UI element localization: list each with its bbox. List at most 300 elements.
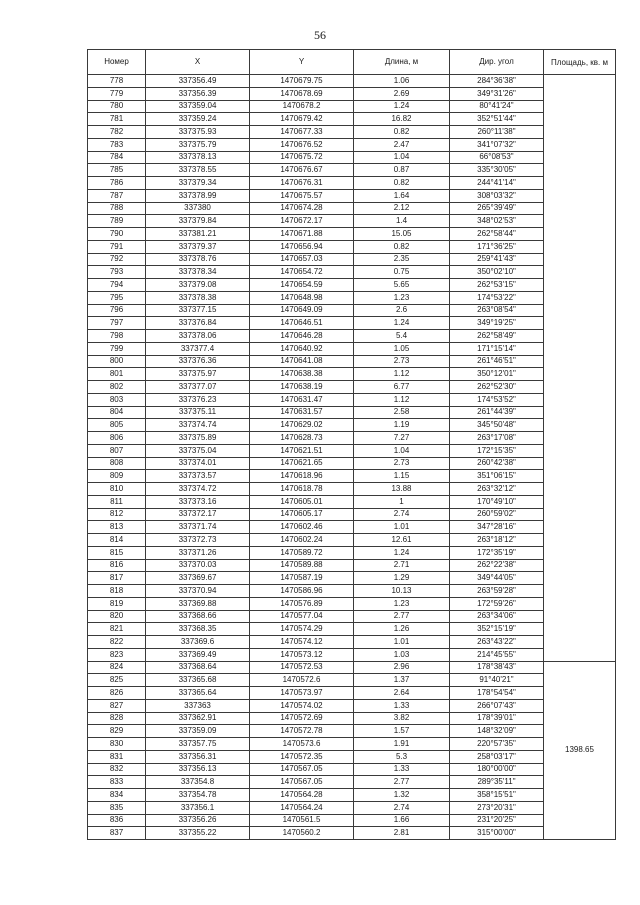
cell-y: 1470631.57 bbox=[250, 406, 354, 419]
cell-angle: 262°22'38" bbox=[450, 559, 544, 572]
cell-length: 0.82 bbox=[354, 126, 450, 139]
cell-number: 795 bbox=[88, 291, 146, 304]
cell-x: 337378.13 bbox=[146, 151, 250, 164]
cell-x: 337371.26 bbox=[146, 546, 250, 559]
cell-angle: 349°31'26" bbox=[450, 87, 544, 100]
cell-angle: 351°06'15" bbox=[450, 470, 544, 483]
cell-length: 2.47 bbox=[354, 138, 450, 151]
cell-angle: 91°40'21" bbox=[450, 674, 544, 687]
cell-y: 1470646.51 bbox=[250, 317, 354, 330]
table-row bbox=[88, 699, 616, 712]
cell-number: 798 bbox=[88, 330, 146, 343]
header-x: X bbox=[146, 50, 250, 75]
cell-x: 337374.74 bbox=[146, 419, 250, 432]
table-row bbox=[88, 661, 616, 674]
cell-length: 1.57 bbox=[354, 725, 450, 738]
cell-length: 1.01 bbox=[354, 636, 450, 649]
cell-angle: 263°32'12" bbox=[450, 483, 544, 496]
cell-y: 1470638.38 bbox=[250, 368, 354, 381]
cell-angle: 263°17'08" bbox=[450, 432, 544, 445]
cell-y: 1470654.72 bbox=[250, 266, 354, 279]
table-row bbox=[88, 763, 616, 776]
cell-length: 1.32 bbox=[354, 789, 450, 802]
cell-length: 15.05 bbox=[354, 228, 450, 241]
table-row bbox=[88, 202, 616, 215]
cell-x: 337379.37 bbox=[146, 240, 250, 253]
table-row bbox=[88, 393, 616, 406]
cell-length: 1.15 bbox=[354, 470, 450, 483]
cell-length: 1.64 bbox=[354, 189, 450, 202]
cell-number: 788 bbox=[88, 202, 146, 215]
cell-y: 1470631.47 bbox=[250, 393, 354, 406]
cell-length: 1.66 bbox=[354, 814, 450, 827]
cell-y: 1470602.46 bbox=[250, 521, 354, 534]
cell-y: 1470672.17 bbox=[250, 215, 354, 228]
cell-y: 1470675.57 bbox=[250, 189, 354, 202]
table-row bbox=[88, 75, 616, 88]
cell-length: 2.64 bbox=[354, 687, 450, 700]
cell-number: 828 bbox=[88, 712, 146, 725]
cell-x: 337356.31 bbox=[146, 750, 250, 763]
cell-y: 1470587.19 bbox=[250, 572, 354, 585]
cell-x: 337354.8 bbox=[146, 776, 250, 789]
table-row bbox=[88, 687, 616, 700]
cell-angle: 308°03'32" bbox=[450, 189, 544, 202]
cell-y: 1470676.31 bbox=[250, 177, 354, 190]
cell-x: 337376.84 bbox=[146, 317, 250, 330]
cell-number: 800 bbox=[88, 355, 146, 368]
cell-y: 1470676.52 bbox=[250, 138, 354, 151]
cell-angle: 66°08'53" bbox=[450, 151, 544, 164]
cell-number: 834 bbox=[88, 789, 146, 802]
header-length: Длина, м bbox=[354, 50, 450, 75]
table-row bbox=[88, 738, 616, 751]
cell-x: 337377.4 bbox=[146, 342, 250, 355]
table-row bbox=[88, 776, 616, 789]
cell-x: 337375.97 bbox=[146, 368, 250, 381]
cell-y: 1470657.03 bbox=[250, 253, 354, 266]
cell-angle: 262°58'49" bbox=[450, 330, 544, 343]
table-row bbox=[88, 266, 616, 279]
cell-length: 1.24 bbox=[354, 317, 450, 330]
table-row bbox=[88, 508, 616, 521]
table-row bbox=[88, 559, 616, 572]
cell-y: 1470589.72 bbox=[250, 546, 354, 559]
cell-length: 1.33 bbox=[354, 699, 450, 712]
cell-length: 2.71 bbox=[354, 559, 450, 572]
cell-x: 337368.64 bbox=[146, 661, 250, 674]
cell-number: 791 bbox=[88, 240, 146, 253]
table-row bbox=[88, 406, 616, 419]
table-row bbox=[88, 138, 616, 151]
table-row bbox=[88, 189, 616, 202]
table-row bbox=[88, 100, 616, 113]
cell-number: 824 bbox=[88, 661, 146, 674]
cell-number: 812 bbox=[88, 508, 146, 521]
cell-angle: 263°59'28" bbox=[450, 585, 544, 598]
cell-angle: 148°32'09" bbox=[450, 725, 544, 738]
cell-x: 337373.16 bbox=[146, 495, 250, 508]
cell-number: 829 bbox=[88, 725, 146, 738]
cell-y: 1470572.53 bbox=[250, 661, 354, 674]
cell-length: 1.23 bbox=[354, 291, 450, 304]
cell-x: 337359.24 bbox=[146, 113, 250, 126]
cell-number: 823 bbox=[88, 648, 146, 661]
table-row bbox=[88, 355, 616, 368]
cell-length: 1.05 bbox=[354, 342, 450, 355]
cell-length: 3.82 bbox=[354, 712, 450, 725]
table-row bbox=[88, 126, 616, 139]
cell-x: 337378.76 bbox=[146, 253, 250, 266]
cell-angle: 345°50'48" bbox=[450, 419, 544, 432]
cell-y: 1470572.6 bbox=[250, 674, 354, 687]
table-row bbox=[88, 291, 616, 304]
cell-length: 5.65 bbox=[354, 279, 450, 292]
cell-length: 1.29 bbox=[354, 572, 450, 585]
cell-angle: 352°51'44" bbox=[450, 113, 544, 126]
cell-length: 7.27 bbox=[354, 432, 450, 445]
cell-x: 337362.91 bbox=[146, 712, 250, 725]
table-row bbox=[88, 572, 616, 585]
cell-x: 337369.67 bbox=[146, 572, 250, 585]
table-row bbox=[88, 674, 616, 687]
cell-number: 803 bbox=[88, 393, 146, 406]
cell-y: 1470605.17 bbox=[250, 508, 354, 521]
table-row bbox=[88, 177, 616, 190]
cell-length: 0.75 bbox=[354, 266, 450, 279]
cell-length: 0.82 bbox=[354, 177, 450, 190]
cell-y: 1470641.08 bbox=[250, 355, 354, 368]
cell-x: 337357.75 bbox=[146, 738, 250, 751]
cell-y: 1470586.96 bbox=[250, 585, 354, 598]
cell-number: 792 bbox=[88, 253, 146, 266]
cell-angle: 172°59'26" bbox=[450, 597, 544, 610]
cell-length: 2.96 bbox=[354, 661, 450, 674]
cell-y: 1470574.02 bbox=[250, 699, 354, 712]
cell-length: 2.69 bbox=[354, 87, 450, 100]
table-row bbox=[88, 801, 616, 814]
cell-y: 1470628.73 bbox=[250, 432, 354, 445]
cell-x: 337369.6 bbox=[146, 636, 250, 649]
cell-angle: 349°44'05" bbox=[450, 572, 544, 585]
cell-y: 1470574.29 bbox=[250, 623, 354, 636]
cell-number: 785 bbox=[88, 164, 146, 177]
cell-length: 1.91 bbox=[354, 738, 450, 751]
cell-length: 0.82 bbox=[354, 240, 450, 253]
table-row bbox=[88, 304, 616, 317]
cell-y: 1470640.92 bbox=[250, 342, 354, 355]
table-row bbox=[88, 342, 616, 355]
cell-y: 1470671.88 bbox=[250, 228, 354, 241]
cell-y: 1470621.65 bbox=[250, 457, 354, 470]
cell-angle: 220°57'35" bbox=[450, 738, 544, 751]
cell-number: 802 bbox=[88, 381, 146, 394]
cell-number: 806 bbox=[88, 432, 146, 445]
cell-y: 1470577.04 bbox=[250, 610, 354, 623]
table-row bbox=[88, 827, 616, 840]
cell-angle: 273°20'31" bbox=[450, 801, 544, 814]
cell-x: 337372.73 bbox=[146, 534, 250, 547]
cell-x: 337356.13 bbox=[146, 763, 250, 776]
cell-number: 818 bbox=[88, 585, 146, 598]
table-row bbox=[88, 483, 616, 496]
cell-x: 337378.06 bbox=[146, 330, 250, 343]
cell-y: 1470649.09 bbox=[250, 304, 354, 317]
cell-number: 814 bbox=[88, 534, 146, 547]
cell-y: 1470560.2 bbox=[250, 827, 354, 840]
cell-angle: 258°03'17" bbox=[450, 750, 544, 763]
cell-number: 781 bbox=[88, 113, 146, 126]
cell-angle: 263°18'12" bbox=[450, 534, 544, 547]
cell-y: 1470648.98 bbox=[250, 291, 354, 304]
cell-y: 1470602.24 bbox=[250, 534, 354, 547]
cell-y: 1470674.28 bbox=[250, 202, 354, 215]
cell-x: 337379.84 bbox=[146, 215, 250, 228]
cell-x: 337380 bbox=[146, 202, 250, 215]
cell-number: 790 bbox=[88, 228, 146, 241]
cell-y: 1470572.35 bbox=[250, 750, 354, 763]
table-row bbox=[88, 444, 616, 457]
cell-length: 2.74 bbox=[354, 508, 450, 521]
cell-number: 826 bbox=[88, 687, 146, 700]
cell-number: 810 bbox=[88, 483, 146, 496]
cell-length: 6.77 bbox=[354, 381, 450, 394]
cell-angle: 266°07'43" bbox=[450, 699, 544, 712]
cell-angle: 261°44'39" bbox=[450, 406, 544, 419]
cell-y: 1470679.75 bbox=[250, 75, 354, 88]
cell-angle: 315°00'00" bbox=[450, 827, 544, 840]
cell-x: 337379.08 bbox=[146, 279, 250, 292]
cell-y: 1470621.51 bbox=[250, 444, 354, 457]
cell-angle: 262°58'44" bbox=[450, 228, 544, 241]
cell-y: 1470646.28 bbox=[250, 330, 354, 343]
cell-x: 337368.66 bbox=[146, 610, 250, 623]
cell-angle: 358°15'51" bbox=[450, 789, 544, 802]
cell-y: 1470605.01 bbox=[250, 495, 354, 508]
cell-angle: 263°34'06" bbox=[450, 610, 544, 623]
table-row bbox=[88, 712, 616, 725]
table-row bbox=[88, 381, 616, 394]
table-row bbox=[88, 814, 616, 827]
cell-x: 337356.1 bbox=[146, 801, 250, 814]
cell-number: 809 bbox=[88, 470, 146, 483]
cell-angle: 170°49'10" bbox=[450, 495, 544, 508]
cell-angle: 263°08'54" bbox=[450, 304, 544, 317]
table-row bbox=[88, 432, 616, 445]
cell-length: 2.74 bbox=[354, 801, 450, 814]
cell-y: 1470561.5 bbox=[250, 814, 354, 827]
table-row bbox=[88, 534, 616, 547]
cell-y: 1470629.02 bbox=[250, 419, 354, 432]
cell-x: 337374.01 bbox=[146, 457, 250, 470]
table-row bbox=[88, 597, 616, 610]
cell-y: 1470576.89 bbox=[250, 597, 354, 610]
cell-length: 0.87 bbox=[354, 164, 450, 177]
cell-length: 1.04 bbox=[354, 151, 450, 164]
cell-number: 786 bbox=[88, 177, 146, 190]
cell-angle: 348°02'53" bbox=[450, 215, 544, 228]
table-row bbox=[88, 419, 616, 432]
cell-y: 1470679.42 bbox=[250, 113, 354, 126]
table-row bbox=[88, 164, 616, 177]
table-row bbox=[88, 87, 616, 100]
cell-x: 337377.07 bbox=[146, 381, 250, 394]
cell-angle: 265°39'49" bbox=[450, 202, 544, 215]
cell-number: 837 bbox=[88, 827, 146, 840]
table-row bbox=[88, 457, 616, 470]
cell-angle: 262°53'15" bbox=[450, 279, 544, 292]
cell-x: 337368.35 bbox=[146, 623, 250, 636]
cell-x: 337375.93 bbox=[146, 126, 250, 139]
cell-number: 807 bbox=[88, 444, 146, 457]
cell-x: 337373.57 bbox=[146, 470, 250, 483]
cell-y: 1470676.67 bbox=[250, 164, 354, 177]
cell-y: 1470564.24 bbox=[250, 801, 354, 814]
cell-angle: 214°45'55" bbox=[450, 648, 544, 661]
cell-number: 778 bbox=[88, 75, 146, 88]
cell-number: 796 bbox=[88, 304, 146, 317]
table-header-row bbox=[88, 50, 616, 75]
cell-x: 337377.15 bbox=[146, 304, 250, 317]
table-row bbox=[88, 521, 616, 534]
cell-y: 1470678.69 bbox=[250, 87, 354, 100]
cell-x: 337359.04 bbox=[146, 100, 250, 113]
cell-angle: 349°19'25" bbox=[450, 317, 544, 330]
cell-length: 2.73 bbox=[354, 355, 450, 368]
cell-angle: 284°36'38" bbox=[450, 75, 544, 88]
cell-number: 835 bbox=[88, 801, 146, 814]
cell-number: 782 bbox=[88, 126, 146, 139]
cell-y: 1470656.94 bbox=[250, 240, 354, 253]
cell-angle: 262°52'30" bbox=[450, 381, 544, 394]
cell-angle: 80°41'24" bbox=[450, 100, 544, 113]
cell-x: 337365.68 bbox=[146, 674, 250, 687]
table-row bbox=[88, 279, 616, 292]
table-row bbox=[88, 113, 616, 126]
table-row bbox=[88, 789, 616, 802]
cell-x: 337381.21 bbox=[146, 228, 250, 241]
table-row bbox=[88, 253, 616, 266]
cell-x: 337378.55 bbox=[146, 164, 250, 177]
cell-number: 808 bbox=[88, 457, 146, 470]
cell-x: 337379.34 bbox=[146, 177, 250, 190]
cell-angle: 350°12'01" bbox=[450, 368, 544, 381]
cell-x: 337378.38 bbox=[146, 291, 250, 304]
table-row bbox=[88, 750, 616, 763]
header-angle: Дир. угол bbox=[450, 50, 544, 75]
cell-number: 811 bbox=[88, 495, 146, 508]
cell-y: 1470573.6 bbox=[250, 738, 354, 751]
cell-length: 2.58 bbox=[354, 406, 450, 419]
cell-x: 337375.89 bbox=[146, 432, 250, 445]
cell-y: 1470618.96 bbox=[250, 470, 354, 483]
area-cell-empty bbox=[544, 75, 616, 662]
cell-x: 337369.88 bbox=[146, 597, 250, 610]
header-y: Y bbox=[250, 50, 354, 75]
cell-angle: 260°59'02" bbox=[450, 508, 544, 521]
cell-angle: 350°02'10" bbox=[450, 266, 544, 279]
cell-length: 1.4 bbox=[354, 215, 450, 228]
cell-x: 337356.49 bbox=[146, 75, 250, 88]
cell-angle: 172°15'35" bbox=[450, 444, 544, 457]
cell-x: 337370.94 bbox=[146, 585, 250, 598]
cell-angle: 260°11'38" bbox=[450, 126, 544, 139]
cell-number: 799 bbox=[88, 342, 146, 355]
cell-number: 784 bbox=[88, 151, 146, 164]
table-row bbox=[88, 610, 616, 623]
table-row bbox=[88, 228, 616, 241]
table-row bbox=[88, 151, 616, 164]
table-row bbox=[88, 725, 616, 738]
table-row bbox=[88, 470, 616, 483]
table-row bbox=[88, 330, 616, 343]
cell-y: 1470638.19 bbox=[250, 381, 354, 394]
cell-angle: 231°20'25" bbox=[450, 814, 544, 827]
cell-length: 1.06 bbox=[354, 75, 450, 88]
cell-x: 337354.78 bbox=[146, 789, 250, 802]
cell-number: 821 bbox=[88, 623, 146, 636]
cell-number: 825 bbox=[88, 674, 146, 687]
cell-number: 831 bbox=[88, 750, 146, 763]
cell-angle: 341°07'32" bbox=[450, 138, 544, 151]
header-area: Площадь, кв. м bbox=[544, 50, 616, 75]
table-row bbox=[88, 623, 616, 636]
cell-number: 832 bbox=[88, 763, 146, 776]
cell-angle: 178°38'43" bbox=[450, 661, 544, 674]
cell-x: 337378.99 bbox=[146, 189, 250, 202]
cell-length: 5.4 bbox=[354, 330, 450, 343]
cell-angle: 261°46'51" bbox=[450, 355, 544, 368]
cell-length: 1.04 bbox=[354, 444, 450, 457]
cell-x: 337356.39 bbox=[146, 87, 250, 100]
cell-number: 804 bbox=[88, 406, 146, 419]
cell-x: 337370.03 bbox=[146, 559, 250, 572]
cell-number: 793 bbox=[88, 266, 146, 279]
table-body bbox=[88, 75, 616, 840]
cell-number: 797 bbox=[88, 317, 146, 330]
cell-y: 1470573.12 bbox=[250, 648, 354, 661]
cell-angle: 174°53'52" bbox=[450, 393, 544, 406]
cell-number: 787 bbox=[88, 189, 146, 202]
cell-length: 1.19 bbox=[354, 419, 450, 432]
cell-length: 12.61 bbox=[354, 534, 450, 547]
cell-angle: 171°36'25" bbox=[450, 240, 544, 253]
cell-length: 1 bbox=[354, 495, 450, 508]
cell-angle: 180°00'00" bbox=[450, 763, 544, 776]
cell-number: 794 bbox=[88, 279, 146, 292]
cell-x: 337356.26 bbox=[146, 814, 250, 827]
cell-number: 827 bbox=[88, 699, 146, 712]
cell-length: 2.73 bbox=[354, 457, 450, 470]
cell-length: 1.26 bbox=[354, 623, 450, 636]
cell-angle: 174°53'22" bbox=[450, 291, 544, 304]
table-row bbox=[88, 240, 616, 253]
cell-angle: 259°41'43" bbox=[450, 253, 544, 266]
cell-number: 779 bbox=[88, 87, 146, 100]
cell-number: 783 bbox=[88, 138, 146, 151]
header-number: Номер bbox=[88, 50, 146, 75]
cell-length: 1.24 bbox=[354, 546, 450, 559]
cell-length: 1.33 bbox=[354, 763, 450, 776]
page-number: 56 bbox=[314, 28, 326, 42]
cell-x: 337378.34 bbox=[146, 266, 250, 279]
cell-y: 1470564.28 bbox=[250, 789, 354, 802]
cell-y: 1470573.97 bbox=[250, 687, 354, 700]
cell-x: 337363 bbox=[146, 699, 250, 712]
cell-angle: 335°30'05" bbox=[450, 164, 544, 177]
cell-y: 1470572.69 bbox=[250, 712, 354, 725]
cell-angle: 172°35'19" bbox=[450, 546, 544, 559]
